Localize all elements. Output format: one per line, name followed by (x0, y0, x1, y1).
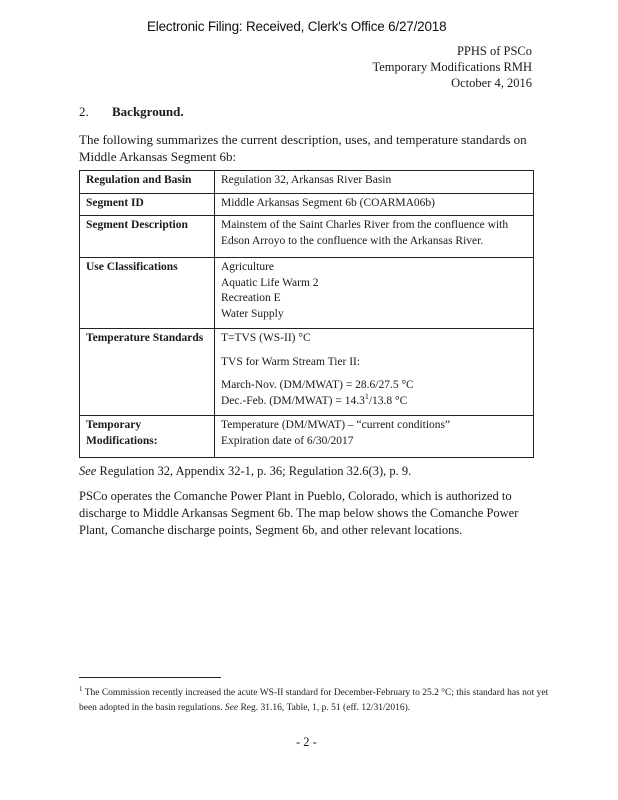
citation-line: See Regulation 32, Appendix 32-1, p. 36; Regulation 32.6(3), p. 9. (79, 464, 412, 478)
footnote: $^1$ The Commission recently increased the acute WS-II standard for December-February to 25.2 °C; this standard has not yet been adopted in the basin regulations. See Reg. 31.16, Table, 1, p. 51 (eff. 12/31/2016). (79, 684, 549, 713)
table-row (80, 171, 534, 194)
intro-paragraph: The following summarizes the current description, uses, and temperature standards on Middle Arkansas Segment 6b: (79, 132, 527, 164)
row-value: Mainstem of the Saint Charles River from the confluence with Edson Arroyo to the confluence with the Arkansas River. (215, 216, 534, 258)
document-header (372, 43, 532, 91)
row-value: Agriculture Aquatic Life Warm 2 Recreation E Water Supply (215, 258, 534, 329)
body-paragraph: PSCo operates the Comanche Power Plant in Pueblo, Colorado, which is authorized to discharge to Middle Arkansas Segment 6b. The map below shows the Comanche Power Plant, Comanche discharge points, Segment 6b, and other relevant locations. (79, 489, 519, 537)
row-label: Use Classifications (80, 258, 215, 329)
section-heading (79, 104, 184, 120)
filing-stamp: Electronic Filing: Received, Clerk's Office 6/27/2018 (147, 19, 447, 34)
row-value: Middle Arkansas Segment 6b (COARMA06b) (215, 193, 534, 216)
table-row (80, 193, 534, 216)
header-line-3: October 4, 2016 (451, 76, 532, 90)
section-title: Background. (112, 104, 184, 119)
table-row (80, 216, 534, 258)
row-label: Segment ID (80, 193, 215, 216)
segment-standards-table (79, 170, 534, 458)
row-label: Segment Description (80, 216, 215, 258)
row-label: Regulation and Basin (80, 171, 215, 194)
section-number: 2. (79, 104, 89, 119)
footnote-divider (79, 677, 221, 678)
row-value: T=TVS (WS-II) °C TVS for Warm Stream Tier II: March-Nov. (DM/MWAT) = 28.6/27.5 °C Dec.-Feb. (DM/MWAT) = $14.3^1/13.8$ °C (215, 329, 534, 416)
header-line-2: Temporary Modifications RMH (372, 60, 532, 74)
row-value: Temperature (DM/MWAT) – “current conditions” Expiration date of 6/30/2017 (215, 416, 534, 458)
row-label: Temporary Modifications: (80, 416, 215, 458)
table-row (80, 329, 534, 416)
page-number: - 2 - (296, 735, 317, 749)
row-value: Regulation 32, Arkansas River Basin (215, 171, 534, 194)
footnote-marker: 1 (364, 391, 369, 401)
table-row (80, 416, 534, 458)
row-label: Temperature Standards (80, 329, 215, 416)
table-row (80, 258, 534, 329)
header-line-1: PPHS of PSCo (456, 44, 532, 58)
